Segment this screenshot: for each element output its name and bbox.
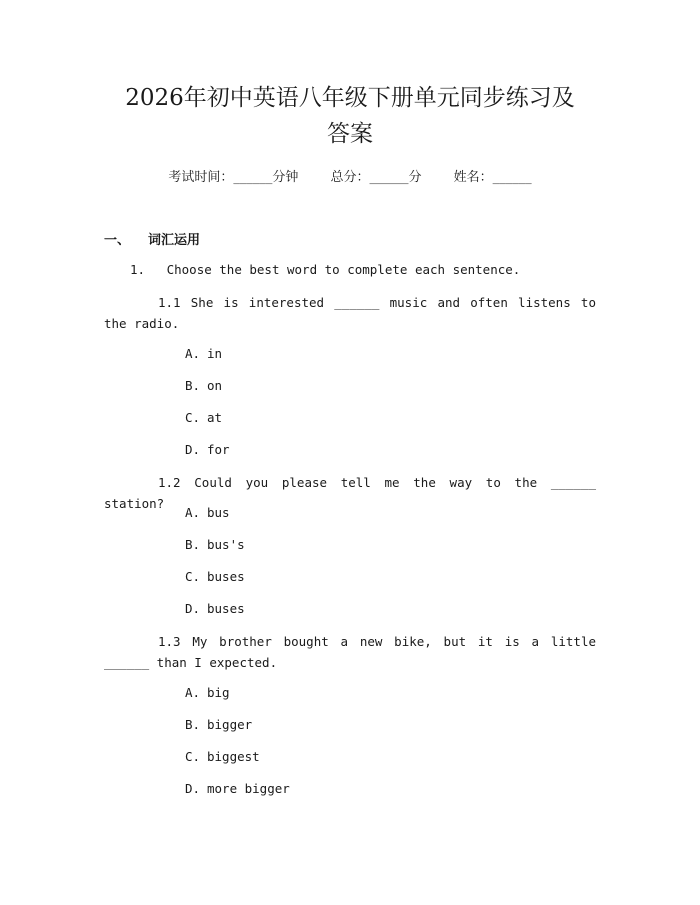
option-text: in	[207, 346, 223, 361]
exam-time: 考试时间：______分钟	[168, 170, 299, 185]
option-1-1-c[interactable]	[185, 408, 222, 428]
document-title	[60, 80, 640, 152]
exam-name: 姓名：______	[453, 170, 532, 185]
option-1-3-d[interactable]	[185, 779, 290, 799]
option-1-3-c[interactable]	[185, 747, 260, 767]
option-label: B.	[185, 378, 201, 393]
option-text: for	[207, 442, 230, 457]
section-name: 词汇运用	[148, 233, 201, 248]
option-text: more bigger	[207, 781, 290, 796]
option-label: A.	[185, 505, 201, 520]
exam-score: 总分：______分	[330, 170, 422, 185]
option-1-3-a[interactable]	[185, 683, 230, 703]
option-1-1-a[interactable]	[185, 344, 222, 364]
option-label: B.	[185, 717, 201, 732]
option-1-2-d[interactable]	[185, 599, 245, 619]
option-text: bus	[207, 505, 230, 520]
option-label: D.	[185, 442, 201, 457]
option-1-2-c[interactable]	[185, 567, 245, 587]
title-line-1: 2026年初中英语八年级下册单元同步练习及	[125, 85, 575, 111]
title-line-2: 答案	[327, 121, 373, 147]
option-1-2-a[interactable]	[185, 503, 230, 523]
option-text: bigger	[207, 717, 253, 732]
question-1-instruction	[130, 260, 520, 280]
option-label: D.	[185, 781, 201, 796]
option-label: B.	[185, 537, 201, 552]
option-1-1-b[interactable]	[185, 376, 222, 396]
option-text: big	[207, 685, 230, 700]
option-1-3-b[interactable]	[185, 715, 252, 735]
option-text: at	[207, 410, 223, 425]
exam-info	[0, 168, 700, 188]
option-label: A.	[185, 346, 201, 361]
option-label: C.	[185, 569, 201, 584]
question-item-1-2: 1.2 Could you please tell me the way to the ______ station?	[104, 475, 596, 511]
question-item-1-1: 1.1 She is interested ______ music and often listens to the radio.	[104, 295, 596, 331]
option-label: C.	[185, 410, 201, 425]
option-text: on	[207, 378, 223, 393]
option-text: bus's	[207, 537, 245, 552]
option-text: buses	[207, 601, 245, 616]
section-number: 一、	[104, 233, 131, 248]
option-label: C.	[185, 749, 201, 764]
section-heading	[104, 229, 200, 248]
option-label: D.	[185, 601, 201, 616]
question-number: 1.	[130, 262, 146, 277]
option-label: A.	[185, 685, 201, 700]
option-text: buses	[207, 569, 245, 584]
option-text: biggest	[207, 749, 260, 764]
instruction-text: Choose the best word to complete each sentence.	[166, 262, 521, 277]
option-1-2-b[interactable]	[185, 535, 245, 555]
option-1-1-d[interactable]	[185, 440, 230, 460]
question-item-1-3: 1.3 My brother bought a new bike, but it is a little ______ than I expected.	[104, 634, 596, 670]
